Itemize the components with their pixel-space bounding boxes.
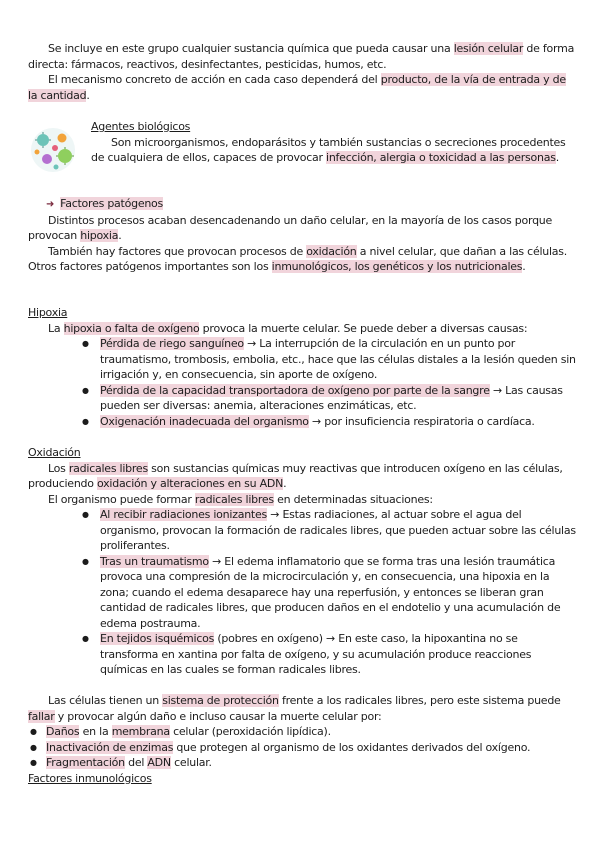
protection-paragraph bbox=[28, 693, 576, 724]
highlighted-text: membrana bbox=[111, 725, 170, 738]
pathogenic-paragraph-2 bbox=[28, 244, 576, 275]
list-item bbox=[28, 554, 576, 632]
text-run: → El edema inflamatorio que se forma tras una lesión traumática provoca una compresión de la microcirculación y, en consecuencia, una hipoxia en la zona; cuando el edema desaparece hay una reperfusión, y entonces se liberan gran cantidad de radicales libres, que producen daños en el endotelio y una acumulación de edema postrauma. bbox=[100, 554, 561, 630]
text-run: . bbox=[283, 477, 287, 490]
list-item bbox=[28, 336, 576, 383]
highlighted-text: infección, alergia o toxicidad a las personas bbox=[326, 151, 556, 164]
protection-section bbox=[28, 693, 576, 786]
highlighted-text: ADN bbox=[147, 756, 171, 769]
pathogenic-factors-section bbox=[28, 196, 576, 275]
text-run: La bbox=[48, 321, 64, 335]
text-run: celular (peroxidación lipídica). bbox=[169, 725, 331, 738]
highlighted-text: inmunológicos, los genéticos y los nutricionales bbox=[271, 260, 523, 273]
text-run: Las células tienen un bbox=[48, 694, 163, 707]
hypoxia-causes-list bbox=[28, 336, 576, 429]
text-run: celular. bbox=[170, 756, 212, 769]
text-run: → Las causas pueden ser diversas: anemia, alteraciones enzimáticas, etc. bbox=[100, 383, 563, 412]
text-run: que protegen al organismo de los oxidantes derivados del oxígeno. bbox=[173, 740, 531, 754]
microorganisms-illustration-icon bbox=[29, 126, 77, 174]
highlighted-text: Inactivación de enzimas bbox=[46, 740, 174, 754]
hypoxia-heading: Hipoxia bbox=[28, 306, 68, 319]
text-run: También hay factores que provocan procesos de bbox=[48, 244, 307, 258]
oxidation-heading: Oxidación bbox=[28, 446, 81, 459]
text-run: . bbox=[522, 260, 526, 273]
highlighted-text: lesión celular bbox=[453, 42, 524, 55]
text-run: Distintos procesos acaban desencadenando un daño celular, en la mayoría de los casos porque provocan bbox=[28, 213, 553, 242]
text-run: del bbox=[124, 756, 148, 769]
pathogenic-factors-heading bbox=[28, 196, 576, 213]
highlighted-text: fallar bbox=[28, 709, 55, 723]
text-run: El organismo puede formar bbox=[48, 492, 195, 506]
text-run: → La interrupción de la circulación en un punto por traumatismo, trombosis, embolia, etc., hace que las células distales a la lesión queden sin irrigación y, en consecuencia, sin aporte de oxígeno. bbox=[100, 337, 576, 381]
text-run: a nivel celular, que dañan a las células. Otros factores patógenos importantes son los bbox=[28, 244, 568, 273]
text-run: de forma directa: fármacos, reactivos, desinfectantes, pesticidas, humos, etc. bbox=[28, 42, 575, 71]
arrow-right-icon: ➜ bbox=[46, 199, 55, 210]
oxidation-paragraph-1 bbox=[28, 461, 576, 492]
highlighted-text: hipoxia o falta de oxígeno bbox=[63, 321, 200, 335]
list-item bbox=[28, 631, 576, 678]
highlighted-text: Tras un traumatismo bbox=[100, 554, 209, 568]
cell-damage-list bbox=[28, 724, 576, 771]
highlighted-text: Oxigenación inadecuada del organismo bbox=[100, 414, 309, 428]
text-run: Los bbox=[48, 461, 69, 475]
text-run: son sustancias químicas muy reactivas que introducen oxígeno en las células, produciendo bbox=[28, 461, 563, 490]
text-run: y provocar algún daño e incluso causar la muerte celular por: bbox=[54, 709, 382, 723]
oxidation-paragraph-2 bbox=[28, 492, 576, 508]
hypoxia-section bbox=[28, 305, 576, 429]
list-item bbox=[28, 507, 576, 554]
text-run: Se incluye en este grupo cualquier sustancia química que pueda causar una bbox=[48, 42, 454, 55]
highlighted-text: producto, de la vía de entrada y de la cantidad bbox=[28, 73, 566, 102]
hypoxia-intro bbox=[28, 321, 576, 337]
text-run: en la bbox=[79, 725, 112, 738]
text-run: provoca la muerte celular. Se puede deber a diversas causas: bbox=[199, 321, 528, 335]
highlighted-text: Pérdida de la capacidad transportadora de oxígeno por parte de la sangre bbox=[100, 383, 490, 397]
text-run: . bbox=[86, 88, 90, 102]
biological-agents-section bbox=[91, 119, 571, 166]
text-run: Son microorganismos, endoparásitos y también sustancias o secreciones procedentes de cualquiera de ellos, capaces de provocar bbox=[91, 135, 566, 164]
text-run: . bbox=[555, 151, 559, 164]
list-item bbox=[28, 740, 576, 756]
highlighted-text: radicales libres bbox=[68, 461, 148, 475]
text-run: El mecanismo concreto de acción en cada caso dependerá del bbox=[48, 73, 381, 86]
immunological-factors-heading: Factores inmunológicos bbox=[28, 771, 152, 785]
intro-section bbox=[28, 41, 576, 103]
highlighted-text: oxidación bbox=[306, 244, 357, 258]
text-run: → Estas radiaciones, al actuar sobre el agua del organismo, provocan la formación de radicales libres, que pueden actuar sobre las células proliferantes. bbox=[100, 508, 576, 552]
pathogenic-paragraph-1 bbox=[28, 213, 576, 244]
highlighted-text: sistema de protección bbox=[162, 694, 279, 707]
list-item bbox=[28, 383, 576, 414]
text-run: . bbox=[118, 229, 122, 242]
highlighted-text: Al recibir radiaciones ionizantes bbox=[100, 508, 267, 521]
biological-agents-heading: Agentes biológicos bbox=[91, 120, 191, 133]
highlighted-text: Fragmentación bbox=[46, 756, 125, 769]
oxidation-section bbox=[28, 445, 576, 678]
text-run: → por insuficiencia respiratoria o cardíaca. bbox=[308, 414, 535, 428]
text-run: (pobres en oxígeno) → En este caso, la hipoxantina no se transforma en xantina por falta de oxígeno, y su acumulación produce reacciones químicas en las cuales se forman radicales libres. bbox=[100, 632, 532, 676]
intro-paragraph-2 bbox=[28, 72, 576, 103]
highlighted-text: oxidación y alteraciones en su ADN bbox=[97, 477, 284, 490]
highlighted-text: En tejidos isquémicos bbox=[100, 632, 215, 645]
text-run: en determinadas situaciones: bbox=[273, 492, 433, 506]
highlighted-text: hipoxia bbox=[80, 229, 119, 242]
biological-agents-paragraph bbox=[91, 135, 571, 166]
pathogenic-factors-title: Factores patógenos bbox=[60, 197, 164, 210]
list-item bbox=[28, 724, 576, 740]
intro-paragraph-1 bbox=[28, 41, 576, 72]
highlighted-text: Daños bbox=[46, 725, 80, 738]
free-radicals-situations-list bbox=[28, 507, 576, 678]
highlighted-text: radicales libres bbox=[194, 492, 274, 506]
list-item bbox=[28, 755, 576, 771]
text-run: frente a los radicales libres, pero este sistema puede bbox=[278, 694, 561, 707]
highlighted-text: Pérdida de riego sanguíneo bbox=[100, 337, 244, 350]
list-item bbox=[28, 414, 576, 430]
